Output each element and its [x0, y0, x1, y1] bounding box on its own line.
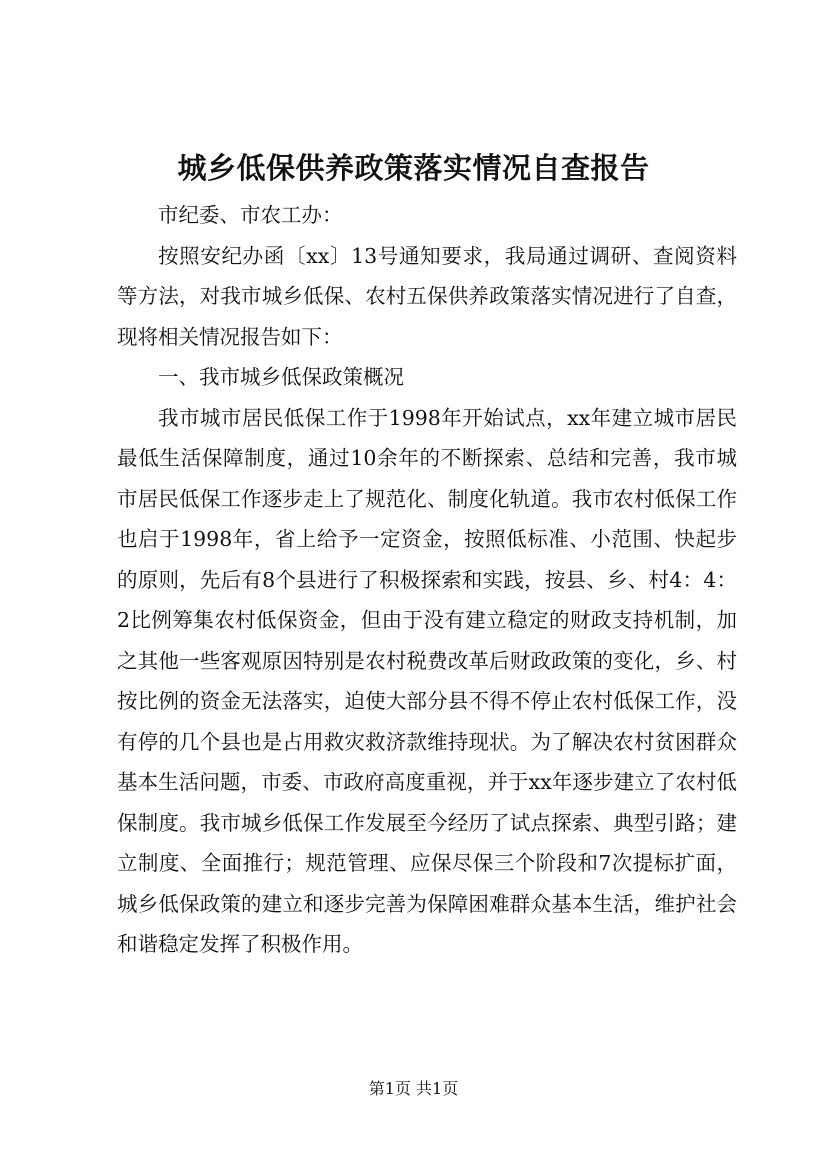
section-heading: 一、我市城乡低保政策概况 [158, 365, 404, 389]
paragraph-overview: 我市城市居民低保工作于1998年开始试点，xx年建立城市居民最低生活保障制度，通过10余年的不断探索、总结和完善，我市城市居民低保工作逐步走上了规范化、制度化轨道。我市农村低保工作也启于1998年，省上给予一定资金，按照低标准、小范围、快起步的原则，先后有8个县进行了积极探索和实践，按县、乡、村4：4：2比例筹集农村低保资金，但由于没有建立稳定的财政支持机制，加之其他一些客观原因特别是农村税费改革后财政政策的变化，乡、村按比例的资金无法落实，迫使大部分县不得不停止农村低保工作，没有停的几个县也是占用救灾救济款维持现状。为了解决农村贫困群众基本生活问题，市委、市政府高度重视，并于xx年逐步建立了农村低保制度。我市城乡低保工作发展至今经历了试点探索、典型引路；建立制度、全面推行；规范管理、应保尽保三个阶段和7次提标扩面，城乡低保政策的建立和逐步完善为保障困难群众基本生活，维护社会和谐稳定发挥了积极作用。 [117, 405, 737, 956]
salutation: 市纪委、市农工办： [158, 203, 343, 227]
document-title: 城乡低保供养政策落实情况自查报告 [177, 151, 650, 185]
page-footer: 第1页 共1页 [368, 1079, 459, 1098]
document-body [117, 195, 737, 965]
paragraph-intro: 按照安纪办函〔xx〕13号通知要求，我局通过调研、查阅资料等方法，对我市城乡低保、农村五保供养政策落实情况进行了自查，现将相关情况报告如下： [117, 243, 737, 349]
